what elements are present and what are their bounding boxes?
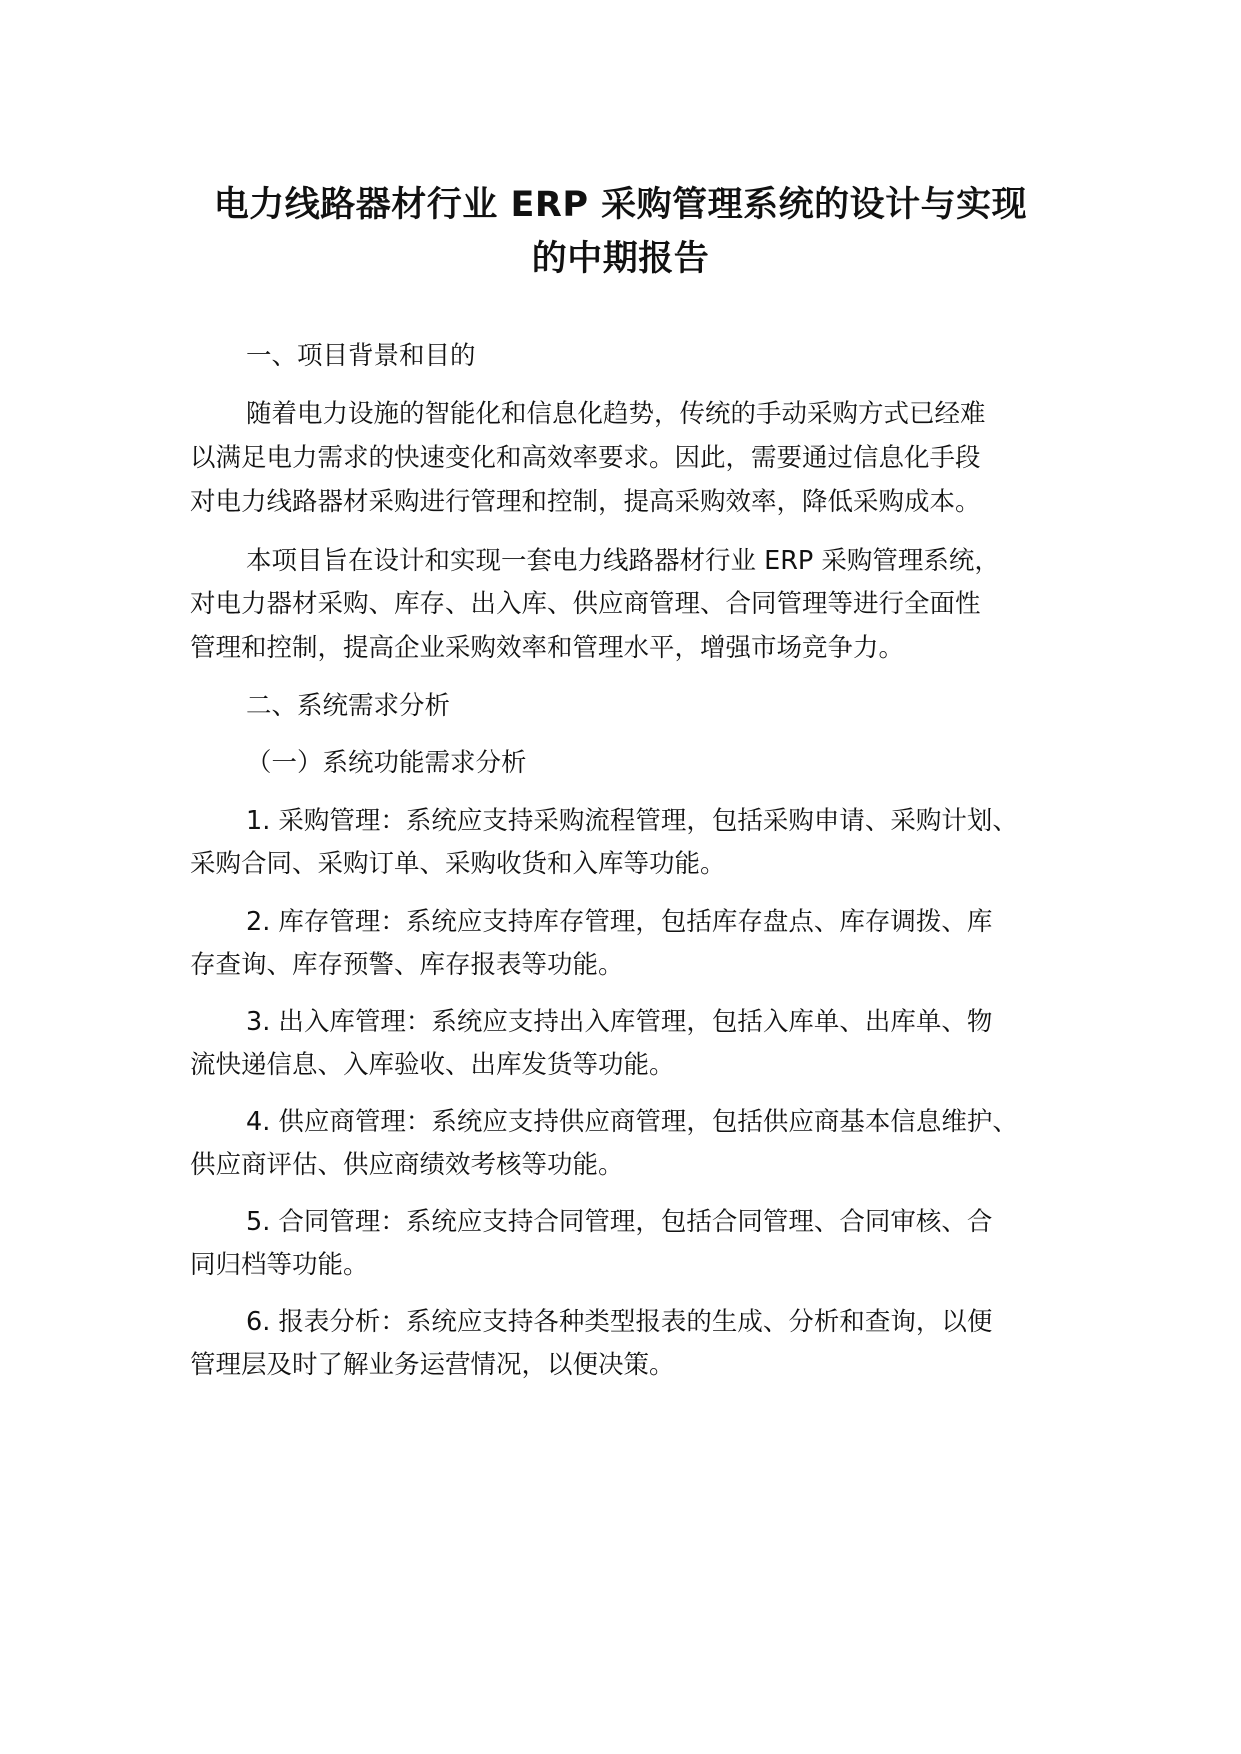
list-item-line: 采购合同、采购订单、采购收货和入库等功能。 (190, 849, 726, 879)
list-item-line: 流快递信息、入库验收、出库发货等功能。 (190, 1050, 675, 1080)
list-item-line: 供应商评估、供应商绩效考核等功能。 (190, 1150, 624, 1180)
section-heading-background: 一、项目背景和目的 (246, 341, 476, 371)
list-item-line: 4. 供应商管理：系统应支持供应商管理，包括供应商基本信息维护、 (246, 1107, 1018, 1137)
list-item-line: 3. 出入库管理：系统应支持出入库管理，包括入库单、出库单、物 (246, 1007, 993, 1037)
paragraph-line: 对电力线路器材采购进行管理和控制，提高采购效率，降低采购成本。 (190, 487, 981, 517)
document-title-line-1: 电力线路器材行业 ERP 采购管理系统的设计与实现 (213, 185, 1028, 225)
paragraph-line: 随着电力设施的智能化和信息化趋势，传统的手动采购方式已经难 (246, 399, 986, 429)
list-item-line: 存查询、库存预警、库存报表等功能。 (190, 950, 624, 980)
paragraph-line: 以满足电力需求的快速变化和高效率要求。因此，需要通过信息化手段 (190, 443, 981, 473)
paragraph-line: 对电力器材采购、库存、出入库、供应商管理、合同管理等进行全面性 (190, 589, 981, 619)
section-heading-requirements: 二、系统需求分析 (246, 691, 451, 721)
document-title-line-2: 的中期报告 (531, 239, 710, 279)
paragraph-line: 管理和控制，提高企业采购效率和管理水平，增强市场竞争力。 (190, 633, 905, 663)
list-item-line: 2. 库存管理：系统应支持库存管理，包括库存盘点、库存调拨、库 (246, 907, 993, 937)
list-item-line: 同归档等功能。 (190, 1250, 369, 1280)
paragraph-line: 本项目旨在设计和实现一套电力线路器材行业 ERP 采购管理系统， (246, 546, 1000, 576)
list-item-line: 5. 合同管理：系统应支持合同管理，包括合同管理、合同审核、合 (246, 1207, 993, 1237)
list-item-line: 管理层及时了解业务运营情况，以便决策。 (190, 1350, 675, 1380)
list-item-line: 1. 采购管理：系统应支持采购流程管理，包括采购申请、采购计划、 (246, 806, 1018, 836)
subsection-heading-functional: （一）系统功能需求分析 (246, 748, 527, 778)
list-item-line: 6. 报表分析：系统应支持各种类型报表的生成、分析和查询，以便 (246, 1307, 993, 1337)
